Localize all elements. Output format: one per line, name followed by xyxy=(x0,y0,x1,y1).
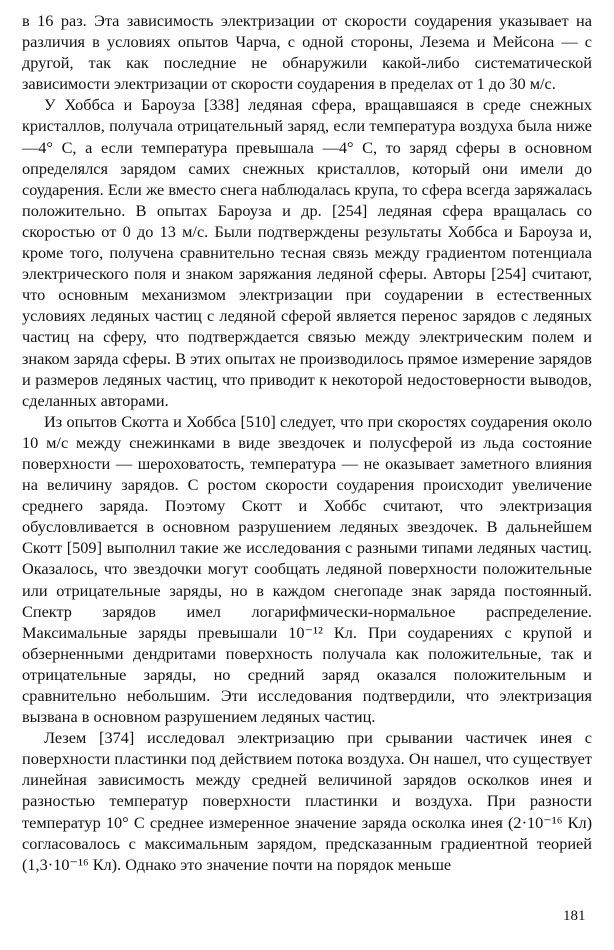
page-number: 181 xyxy=(563,908,586,924)
paragraph-scott-hobbs: Из опытов Скотта и Хоббса [510] следует, что при скоростях соударения около 10 м/с между снежинками в виде звездочек и полусферой из льда состояние поверхности — шероховатость, температура — не оказывает заметного влияния на величину зарядов. С ростом скорости соударения происходит увеличение среднего заряда. Поэтому Скотт и Хоббс считают, что электризация обусловливается в основном разрушением ледяных звездочек. В дальнейшем Скотт [509] выполнил такие же исследования с разными типами ледяных частиц. Оказалось, что звездочки могут сообщать ледяной поверхности положительные или отрицательные заряды, но в каждом снегопаде знак заряда постоянный. Спектр зарядов имел логарифмически-нормальное распределение. Максимальные заряды превышали 10⁻¹² Кл. При соударениях с крупой и обзерненными дендритами поверхность получала как положительные, так и отрицательные заряды, но средний заряд оказался положительным и сравнительно небольшим. Эти исследования подтвердили, что электризация вызвана в основном разрушением ледяных частиц. xyxy=(22,411,592,727)
document-page xyxy=(22,10,592,875)
paragraph-continuation: в 16 раз. Эта зависимость электризации от скорости соударения указывает на различия в условиях опытов Чарча, с одной стороны, Лезема и Мейсона — с другой, так как последние не обнаружили какой-либо систематической зависимости электризации от скорости соударения в пределах от 1 до 30 м/с. xyxy=(22,11,592,94)
paragraph-latham-rime: Лезем [374] исследовал электризацию при срывании частичек инея с поверхности пластинки под действием потока воздуха. Он нашел, что существует линейная зависимость между средней величиной зарядов осколков инея и разностью температур поверхности пластинки и воздуха. При разности температур 10° С среднее измеренное значение заряда осколка инея (2·10⁻¹⁶ Кл) согласовалось с максимальным зарядом, предсказанным градиентной теорией (1,3·10⁻¹⁶ Кл). Однако это значение почти на порядок меньше xyxy=(22,728,592,874)
paragraph-hobbs-burrows: У Хоббса и Бароуза [338] ледяная сфера, вращавшаяся в среде снежных кристаллов, получала отрицательный заряд, если температура воздуха была ниже —4° С, а если температура превышала —4° С, то заряд сферы в основном определялся зарядом самих снежных кристаллов, который они имели до соударения. Если же вместо снега наблюдалась крупа, то сфера всегда заряжалась положительно. В опытах Бароуза и др. [254] ледяная сфера вращалась со скоростью от 0 до 13 м/с. Были подтверждены результаты Хоббса и Бароуза и, кроме того, получена сравнительно тесная связь между градиентом потенциала электрического поля и знаком заряжания ледяной сферы. Авторы [254] считают, что основным механизмом электризации при соударении в естественных условиях ледяных частиц с ледяной сферой является перенос зарядов с ледяных частиц на сферу, что подтверждается связью между электрическим полем и знаком заряда сферы. В этих опытах не производилось прямое измерение зарядов и размеров ледяных частиц, что приводит к некоторой недостоверности выводов, сделанных авторами. xyxy=(22,95,592,410)
